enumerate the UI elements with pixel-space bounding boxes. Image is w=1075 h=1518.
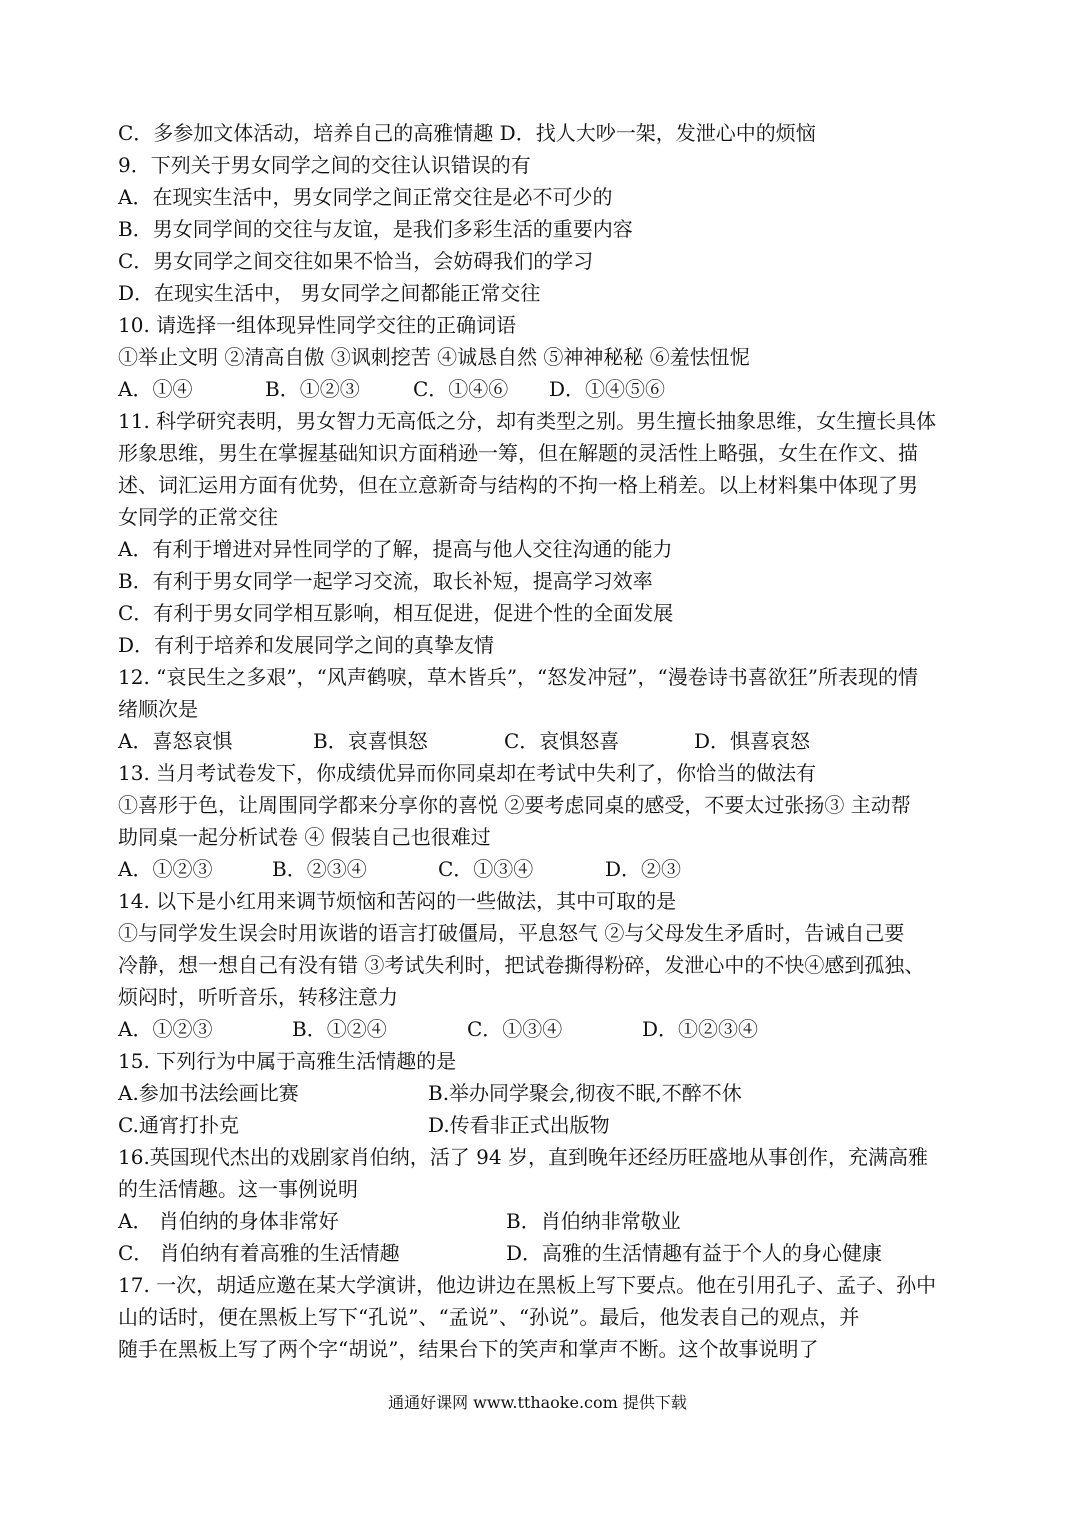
q10-options-row <box>118 373 968 405</box>
q15-options-row-2 <box>118 1109 968 1141</box>
q9-title: 9．下列关于男女同学之间的交往认识错误的有 <box>118 153 531 177</box>
q11-title-3: 述、词汇运用方面有优势，但在立意新奇与结构的不拘一格上稍差。以上材料集中体现了男 <box>118 473 918 497</box>
q16-title-2: 的生活情趣。这一事例说明 <box>118 1177 358 1201</box>
q11-option-a: A．有利于增进对异性同学的了解，提高与他人交往沟通的能力 <box>118 537 673 561</box>
q14-option: D．①②③④ <box>642 1017 759 1041</box>
q17-title-3: 随手在黑板上写了两个字“胡说”，结果台下的笑声和掌声不断。这个故事说明了 <box>118 1337 819 1361</box>
q15-option: B.举办同学聚会,彻夜不眠,不醉不休 <box>428 1081 742 1105</box>
q9-option-d: D．在现实生活中， 男女同学之间都能正常交往 <box>118 281 541 305</box>
q14-choices-1: ①与同学发生误会时用诙谐的语言打破僵局，平息怒气 ②与父母发生矛盾时，告诫自己要 <box>118 921 905 945</box>
q12-option: C．哀惧怒喜 <box>504 729 620 753</box>
q14-option: A．①②③ <box>118 1017 213 1041</box>
q13-option: B．②③④ <box>272 857 367 881</box>
q12-options-row <box>118 725 968 757</box>
q10-choices: ①举止文明 ②清高自傲 ③讽刺挖苦 ④诚恳自然 ⑤神神秘秘 ⑥羞怯忸怩 <box>118 345 750 369</box>
q13-options-row <box>118 853 968 885</box>
q17-title-1: 17. 一次，胡适应邀在某大学演讲，他边讲边在黑板上写下要点。他在引用孔子、孟子、孙中 <box>118 1273 937 1297</box>
q17-title-2: 山的话时，便在黑板上写下“孔说”、“孟说”、“孙说”。最后，他发表自己的观点，并 <box>118 1305 860 1329</box>
q16-options-row-1 <box>118 1205 968 1237</box>
q16-title-1: 16.英国现代杰出的戏剧家肖伯纳，活了 94 岁，直到晚年还经历旺盛地从事创作，充满高雅 <box>118 1145 928 1169</box>
page-footer: 通通好课网 www.tthaoke.com 提供下载 <box>388 1393 687 1412</box>
q9-option-a: A．在现实生活中，男女同学之间正常交往是必不可少的 <box>118 185 613 209</box>
q14-choices-3: 烦闷时，听听音乐，转移注意力 <box>118 985 398 1009</box>
q10-option: A．①④ <box>118 377 193 401</box>
q15-option: D.传看非正式出版物 <box>428 1113 610 1137</box>
q13-title: 13. 当月考试卷发下，你成绩优异而你同桌却在考试中失利了，你恰当的做法有 <box>118 761 817 785</box>
q13-option: A．①②③ <box>118 857 213 881</box>
q15-title: 15. 下列行为中属于高雅生活情趣的是 <box>118 1049 457 1073</box>
q10-option: D．①④⑤⑥ <box>549 377 666 401</box>
q8-option-cd: C．多参加文体活动，培养自己的高雅情趣 D．找人大吵一架，发泄心中的烦恼 <box>118 121 816 145</box>
q15-option: A.参加书法绘画比赛 <box>118 1081 299 1105</box>
q14-choices-2: 冷静，想一想自己有没有错 ③考试失利时，把试卷撕得粉碎，发泄心中的不快④感到孤独、 <box>118 953 925 977</box>
q16-options-row-2 <box>118 1237 968 1269</box>
q11-title-2: 形象思维，男生在掌握基础知识方面稍逊一筹，但在解题的灵活性上略强，女生在作文、描 <box>118 441 918 465</box>
q11-option-c: C．有利于男女同学相互影响，相互促进，促进个性的全面发展 <box>118 601 674 625</box>
q10-option: C．①④⑥ <box>413 377 509 401</box>
q13-option: C．①③④ <box>438 857 534 881</box>
q12-option: B．哀喜惧怒 <box>313 729 428 753</box>
q11-option-b: B．有利于男女同学一起学习交流，取长补短，提高学习效率 <box>118 569 653 593</box>
q12-option: A．喜怒哀惧 <box>118 729 233 753</box>
q11-title-1: 11. 科学研究表明，男女智力无高低之分，却有类型之别。男生擅长抽象思维，女生擅长具体 <box>118 409 937 433</box>
q10-option: B．①②③ <box>265 377 360 401</box>
q16-option: D．高雅的生活情趣有益于个人的身心健康 <box>506 1241 883 1265</box>
q13-option: D．②③ <box>605 857 682 881</box>
q14-options-row <box>118 1013 968 1045</box>
q15-option: C.通宵打扑克 <box>118 1113 239 1137</box>
q13-choices-1: ①喜形于色，让周围同学都来分享你的喜悦 ②要考虑同桌的感受，不要太过张扬③ 主动帮 <box>118 793 911 817</box>
q12-title-2: 绪顺次是 <box>118 697 198 721</box>
q15-options-row-1 <box>118 1077 968 1109</box>
q11-option-d: D．有利于培养和发展同学之间的真挚友情 <box>118 633 495 657</box>
q11-title-4: 女同学的正常交往 <box>118 505 278 529</box>
q16-option: A． 肖伯纳的身体非常好 <box>118 1209 339 1233</box>
q16-option: C． 肖伯纳有着高雅的生活情趣 <box>118 1241 400 1265</box>
q12-option: D．惧喜哀怒 <box>694 729 811 753</box>
q13-choices-2: 助同桌一起分析试卷 ④ 假装自己也很难过 <box>118 825 491 849</box>
q16-option: B．肖伯纳非常敬业 <box>506 1209 681 1233</box>
q9-option-b: B．男女同学间的交往与友谊，是我们多彩生活的重要内容 <box>118 217 633 241</box>
q14-option: B．①②④ <box>292 1017 387 1041</box>
q14-option: C．①③④ <box>467 1017 563 1041</box>
q10-title: 10. 请选择一组体现异性同学交往的正确词语 <box>118 313 517 337</box>
q14-title: 14. 以下是小红用来调节烦恼和苦闷的一些做法，其中可取的是 <box>118 889 677 913</box>
q9-option-c: C．男女同学之间交往如果不恰当，会妨碍我们的学习 <box>118 249 594 273</box>
q12-title-1: 12. “哀民生之多艰”，“风声鹤唳，草木皆兵”，“怒发冲冠”，“漫卷诗书喜欲狂”所表现的情 <box>118 665 918 689</box>
